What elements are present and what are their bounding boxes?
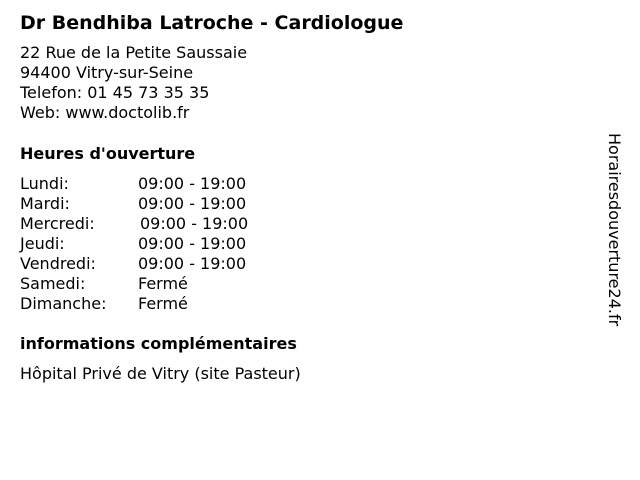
day-label: Dimanche: — [20, 294, 107, 313]
address-city: 94400 Vitry-sur-Seine — [20, 63, 194, 82]
site-watermark: Horairesdouverture24.fr — [605, 133, 624, 327]
hours-row-friday — [20, 254, 280, 274]
time-value: Fermé — [138, 274, 188, 293]
day-label: Mardi: — [20, 194, 70, 213]
address-street: 22 Rue de la Petite Saussaie — [20, 43, 248, 62]
day-label: Jeudi: — [20, 234, 65, 253]
contact-block — [20, 43, 247, 123]
time-value: 09:00 - 19:00 — [138, 174, 247, 193]
additional-info-heading: informations complémentaires — [20, 334, 297, 353]
hours-row-thursday — [20, 234, 280, 254]
additional-info-text: Hôpital Privé de Vitry (site Pasteur) — [20, 364, 301, 383]
time-value: 09:00 - 19:00 — [138, 254, 247, 273]
website: Web: www.doctolib.fr — [20, 103, 190, 122]
time-value: 09:00 - 19:00 — [138, 194, 247, 213]
day-label: Lundi: — [20, 174, 69, 193]
time-value: Fermé — [138, 294, 188, 313]
time-value: 09:00 - 19:00 — [140, 214, 249, 233]
opening-hours-heading: Heures d'ouverture — [20, 144, 196, 163]
time-value: 09:00 - 19:00 — [138, 234, 247, 253]
day-label: Samedi: — [20, 274, 86, 293]
day-label: Vendredi: — [20, 254, 96, 273]
hours-row-wednesday — [20, 214, 280, 234]
hours-row-sunday — [20, 294, 280, 314]
page-title: Dr Bendhiba Latroche - Cardiologue — [20, 12, 404, 34]
hours-row-saturday — [20, 274, 280, 294]
phone-number: Telefon: 01 45 73 35 35 — [20, 83, 210, 102]
opening-hours-table — [20, 174, 280, 314]
hours-row-tuesday — [20, 194, 280, 214]
day-label: Mercredi: — [20, 214, 95, 233]
hours-row-monday — [20, 174, 280, 194]
